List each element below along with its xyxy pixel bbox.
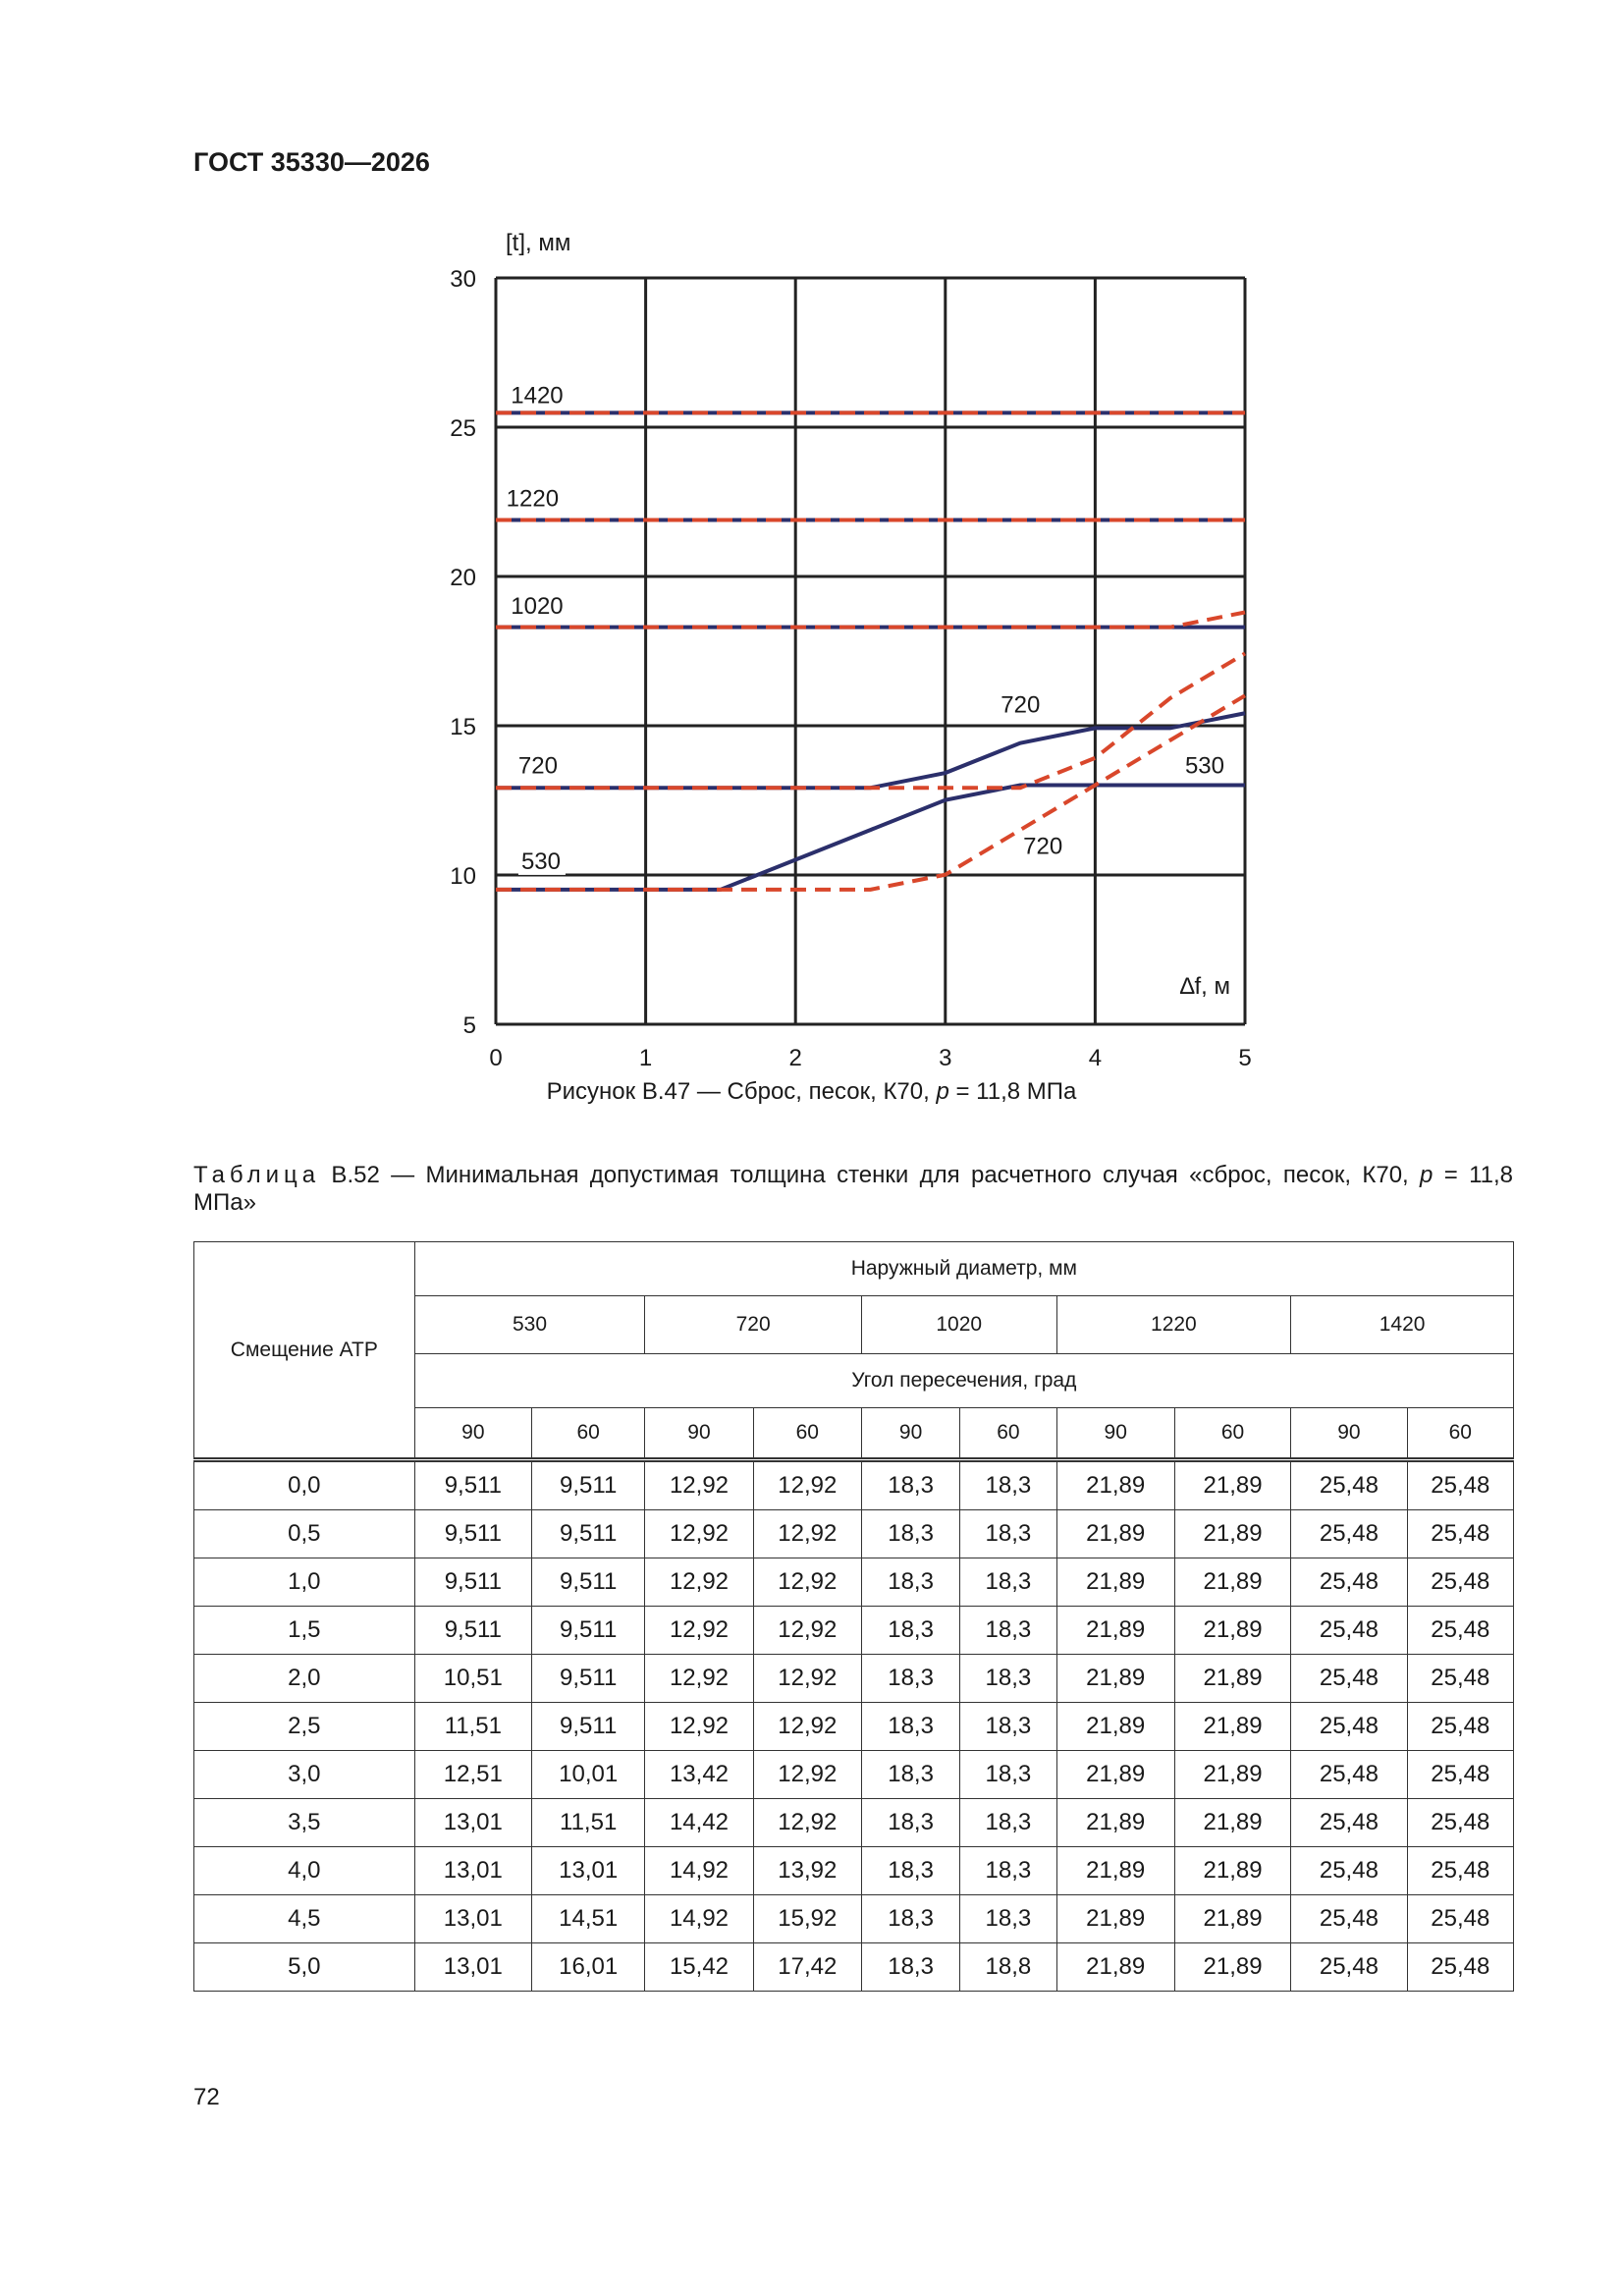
thickness-cell: 21,89	[1174, 1751, 1290, 1799]
row-header-cell: Смещение АТР	[194, 1242, 415, 1460]
thickness-cell: 18,3	[960, 1558, 1056, 1607]
offset-cell: 1,0	[194, 1558, 415, 1607]
y-tick-label: 25	[450, 415, 476, 442]
thickness-cell: 18,3	[861, 1847, 959, 1895]
thickness-cell: 15,92	[753, 1895, 861, 1943]
thickness-cell: 18,3	[861, 1460, 959, 1510]
series-annotation: 1220	[506, 485, 560, 513]
thickness-cell: 9,511	[532, 1460, 645, 1510]
thickness-cell: 11,51	[414, 1703, 531, 1751]
offset-cell: 4,0	[194, 1847, 415, 1895]
table-row	[194, 1943, 1514, 1992]
angle-header-cell: 60	[753, 1408, 861, 1460]
angle-header-cell: 90	[1291, 1408, 1407, 1460]
series-line-1020-60	[496, 612, 1245, 627]
thickness-cell: 18,3	[960, 1895, 1056, 1943]
table-row	[194, 1799, 1514, 1847]
table-row	[194, 1460, 1514, 1510]
thickness-cell: 21,89	[1056, 1703, 1174, 1751]
angle-header: Угол пересечения, град	[414, 1354, 1513, 1408]
caption-variable: p	[936, 1078, 949, 1105]
thickness-cell: 18,3	[861, 1655, 959, 1703]
thickness-cell: 9,511	[414, 1607, 531, 1655]
series-annotation: 720	[1001, 691, 1041, 719]
thickness-cell: 25,48	[1407, 1847, 1513, 1895]
thickness-cell: 18,3	[960, 1460, 1056, 1510]
series-lines	[496, 412, 1245, 889]
thickness-cell: 25,48	[1291, 1607, 1407, 1655]
thickness-cell: 12,92	[645, 1607, 753, 1655]
diameter-header-530: 530	[414, 1296, 645, 1354]
x-axis-label: ∆f, м	[1179, 973, 1230, 1000]
thickness-cell: 18,3	[861, 1799, 959, 1847]
thickness-cell: 12,92	[753, 1751, 861, 1799]
thickness-cell: 13,01	[414, 1895, 531, 1943]
thickness-cell: 18,3	[861, 1703, 959, 1751]
thickness-cell: 25,48	[1291, 1655, 1407, 1703]
thickness-cell: 21,89	[1056, 1847, 1174, 1895]
offset-cell: 2,5	[194, 1703, 415, 1751]
offset-cell: 4,5	[194, 1895, 415, 1943]
thickness-cell: 9,511	[532, 1558, 645, 1607]
thickness-cell: 14,51	[532, 1895, 645, 1943]
thickness-cell: 25,48	[1407, 1558, 1513, 1607]
thickness-cell: 11,51	[532, 1799, 645, 1847]
thickness-cell: 18,3	[861, 1751, 959, 1799]
thickness-cell: 17,42	[753, 1943, 861, 1992]
diameter-header-1220: 1220	[1056, 1296, 1291, 1354]
thickness-cell: 12,92	[645, 1655, 753, 1703]
thickness-cell: 18,3	[960, 1799, 1056, 1847]
angle-header-cell: 90	[1056, 1408, 1174, 1460]
series-annotation: 530	[1184, 752, 1225, 780]
thickness-cell: 21,89	[1174, 1607, 1290, 1655]
thickness-cell: 14,92	[645, 1847, 753, 1895]
thickness-cell: 9,511	[414, 1510, 531, 1558]
table-row	[194, 1895, 1514, 1943]
offset-cell: 3,0	[194, 1751, 415, 1799]
thickness-cell: 12,92	[645, 1510, 753, 1558]
series-annotation: 720	[517, 752, 558, 780]
table-row	[194, 1655, 1514, 1703]
thickness-cell: 12,92	[645, 1460, 753, 1510]
thickness-cell: 21,89	[1056, 1751, 1174, 1799]
offset-cell: 1,5	[194, 1607, 415, 1655]
thickness-cell: 25,48	[1291, 1703, 1407, 1751]
angle-header-cell: 90	[414, 1408, 531, 1460]
table-row	[194, 1751, 1514, 1799]
thickness-cell: 9,511	[532, 1655, 645, 1703]
thickness-cell: 25,48	[1407, 1895, 1513, 1943]
thickness-cell: 18,3	[861, 1607, 959, 1655]
thickness-cell: 18,3	[960, 1655, 1056, 1703]
thickness-cell: 15,42	[645, 1943, 753, 1992]
x-tick-label: 0	[489, 1045, 503, 1070]
thickness-cell: 21,89	[1056, 1943, 1174, 1992]
thickness-cell: 25,48	[1407, 1703, 1513, 1751]
thickness-cell: 25,48	[1407, 1655, 1513, 1703]
thickness-cell: 18,3	[960, 1751, 1056, 1799]
y-tick-label: 20	[450, 565, 476, 591]
thickness-cell: 18,3	[861, 1943, 959, 1992]
table-row	[194, 1558, 1514, 1607]
offset-cell: 3,5	[194, 1799, 415, 1847]
angle-header-cell: 90	[861, 1408, 959, 1460]
thickness-cell: 12,92	[753, 1655, 861, 1703]
thickness-cell: 25,48	[1407, 1799, 1513, 1847]
thickness-cell: 21,89	[1056, 1895, 1174, 1943]
chart-labels	[450, 230, 1251, 1070]
table-title-text: В.52 — Минимальная допустимая толщина стенки для расчетного случая «сброс, песок, К70,	[320, 1162, 1421, 1188]
caption-suffix: = 11,8 МПа	[948, 1078, 1077, 1105]
y-tick-label: 15	[450, 714, 476, 740]
table-row	[194, 1703, 1514, 1751]
thickness-cell: 18,3	[861, 1558, 959, 1607]
thickness-cell: 13,01	[414, 1847, 531, 1895]
angle-header-cell: 60	[1174, 1408, 1290, 1460]
thickness-cell: 21,89	[1174, 1895, 1290, 1943]
thickness-cell: 13,01	[414, 1943, 531, 1992]
diameter-header-1420: 1420	[1291, 1296, 1514, 1354]
offset-cell: 0,5	[194, 1510, 415, 1558]
thickness-cell: 12,92	[753, 1460, 861, 1510]
offset-cell: 5,0	[194, 1943, 415, 1992]
thickness-cell: 18,3	[861, 1895, 959, 1943]
thickness-cell: 21,89	[1056, 1607, 1174, 1655]
outer-diameter-header: Наружный диаметр, мм	[414, 1242, 1513, 1296]
thickness-cell: 21,89	[1174, 1703, 1290, 1751]
thickness-cell: 12,92	[753, 1799, 861, 1847]
thickness-cell: 9,511	[532, 1703, 645, 1751]
diameter-header-1020: 1020	[861, 1296, 1056, 1354]
thickness-cell: 21,89	[1056, 1799, 1174, 1847]
y-tick-label: 10	[450, 863, 476, 890]
caption-prefix: Рисунок В.47 — Сброс, песок, К70,	[546, 1078, 937, 1105]
thickness-cell: 21,89	[1174, 1943, 1290, 1992]
thickness-cell: 21,89	[1174, 1510, 1290, 1558]
thickness-cell: 21,89	[1174, 1847, 1290, 1895]
table-row	[194, 1510, 1514, 1558]
table-title	[193, 1162, 1513, 1217]
thickness-cell: 25,48	[1407, 1751, 1513, 1799]
thickness-cell: 25,48	[1291, 1799, 1407, 1847]
thickness-cell: 13,92	[753, 1847, 861, 1895]
series-annotation: 1420	[511, 382, 564, 410]
thickness-cell: 13,01	[532, 1847, 645, 1895]
angle-header-cell: 60	[960, 1408, 1056, 1460]
series-annotation: 1020	[511, 593, 564, 620]
x-tick-label: 1	[638, 1045, 653, 1070]
grid	[496, 278, 1245, 1024]
thickness-table	[193, 1241, 1514, 1992]
thickness-cell: 21,89	[1174, 1799, 1290, 1847]
thickness-cell: 21,89	[1056, 1655, 1174, 1703]
y-tick-label: 30	[450, 266, 476, 293]
thickness-cell: 10,01	[532, 1751, 645, 1799]
thickness-cell: 25,48	[1291, 1751, 1407, 1799]
table-title-variable: p	[1420, 1162, 1434, 1188]
thickness-cell: 18,8	[960, 1943, 1056, 1992]
thickness-cell: 12,92	[753, 1510, 861, 1558]
thickness-cell: 9,511	[532, 1510, 645, 1558]
x-tick-label: 3	[939, 1045, 952, 1070]
series-line-720-60	[496, 653, 1245, 788]
thickness-cell: 25,48	[1291, 1460, 1407, 1510]
y-tick-label: 5	[462, 1012, 476, 1039]
thickness-cell: 18,3	[861, 1510, 959, 1558]
thickness-cell: 25,48	[1291, 1558, 1407, 1607]
thickness-cell: 16,01	[532, 1943, 645, 1992]
thickness-cell: 18,3	[960, 1607, 1056, 1655]
x-tick-label: 2	[788, 1045, 802, 1070]
thickness-cell: 21,89	[1056, 1558, 1174, 1607]
series-annotation: 720	[1023, 833, 1063, 860]
thickness-cell: 12,92	[753, 1607, 861, 1655]
thickness-cell: 9,511	[532, 1607, 645, 1655]
page-number: 72	[193, 2084, 220, 2110]
thickness-cell: 12,92	[645, 1558, 753, 1607]
thickness-cell: 18,3	[960, 1510, 1056, 1558]
thickness-cell: 21,89	[1174, 1558, 1290, 1607]
table-label: Таблица	[193, 1162, 321, 1188]
table-row	[194, 1847, 1514, 1895]
angle-header-cell: 60	[532, 1408, 645, 1460]
thickness-cell: 25,48	[1291, 1895, 1407, 1943]
thickness-cell: 21,89	[1056, 1510, 1174, 1558]
thickness-cell: 12,92	[753, 1558, 861, 1607]
thickness-cell: 13,01	[414, 1799, 531, 1847]
offset-cell: 2,0	[194, 1655, 415, 1703]
y-axis-label: [t], мм	[506, 230, 571, 256]
thickness-cell: 25,48	[1291, 1510, 1407, 1558]
thickness-cell: 21,89	[1174, 1460, 1290, 1510]
thickness-cell: 14,92	[645, 1895, 753, 1943]
x-tick-label: 4	[1088, 1045, 1103, 1070]
series-annotation: 530	[520, 847, 561, 875]
thickness-cell: 12,92	[645, 1703, 753, 1751]
table-row	[194, 1607, 1514, 1655]
thickness-cell: 25,48	[1407, 1460, 1513, 1510]
thickness-cell: 10,51	[414, 1655, 531, 1703]
thickness-cell: 25,48	[1407, 1607, 1513, 1655]
x-tick-label: 5	[1238, 1045, 1252, 1070]
angle-header-cell: 60	[1407, 1408, 1513, 1460]
thickness-cell: 25,48	[1291, 1943, 1407, 1992]
thickness-cell: 25,48	[1407, 1943, 1513, 1992]
offset-cell: 0,0	[194, 1460, 415, 1510]
thickness-cell: 9,511	[414, 1460, 531, 1510]
thickness-cell: 25,48	[1291, 1847, 1407, 1895]
thickness-cell: 18,3	[960, 1703, 1056, 1751]
thickness-cell: 14,42	[645, 1799, 753, 1847]
diameter-header-720: 720	[645, 1296, 862, 1354]
thickness-cell: 18,3	[960, 1847, 1056, 1895]
document-header: ГОСТ 35330—2026	[193, 147, 430, 177]
thickness-cell: 12,51	[414, 1751, 531, 1799]
angle-header-cell: 90	[645, 1408, 753, 1460]
thickness-cell: 9,511	[414, 1558, 531, 1607]
thickness-cell: 25,48	[1407, 1510, 1513, 1558]
thickness-cell: 12,92	[753, 1703, 861, 1751]
thickness-cell: 13,42	[645, 1751, 753, 1799]
thickness-chart	[0, 0, 1623, 1070]
table-title-suffix: = 11,8 МПа»	[193, 1162, 1514, 1216]
thickness-cell: 21,89	[1056, 1460, 1174, 1510]
thickness-cell: 21,89	[1174, 1655, 1290, 1703]
figure-caption	[0, 1078, 1623, 1106]
